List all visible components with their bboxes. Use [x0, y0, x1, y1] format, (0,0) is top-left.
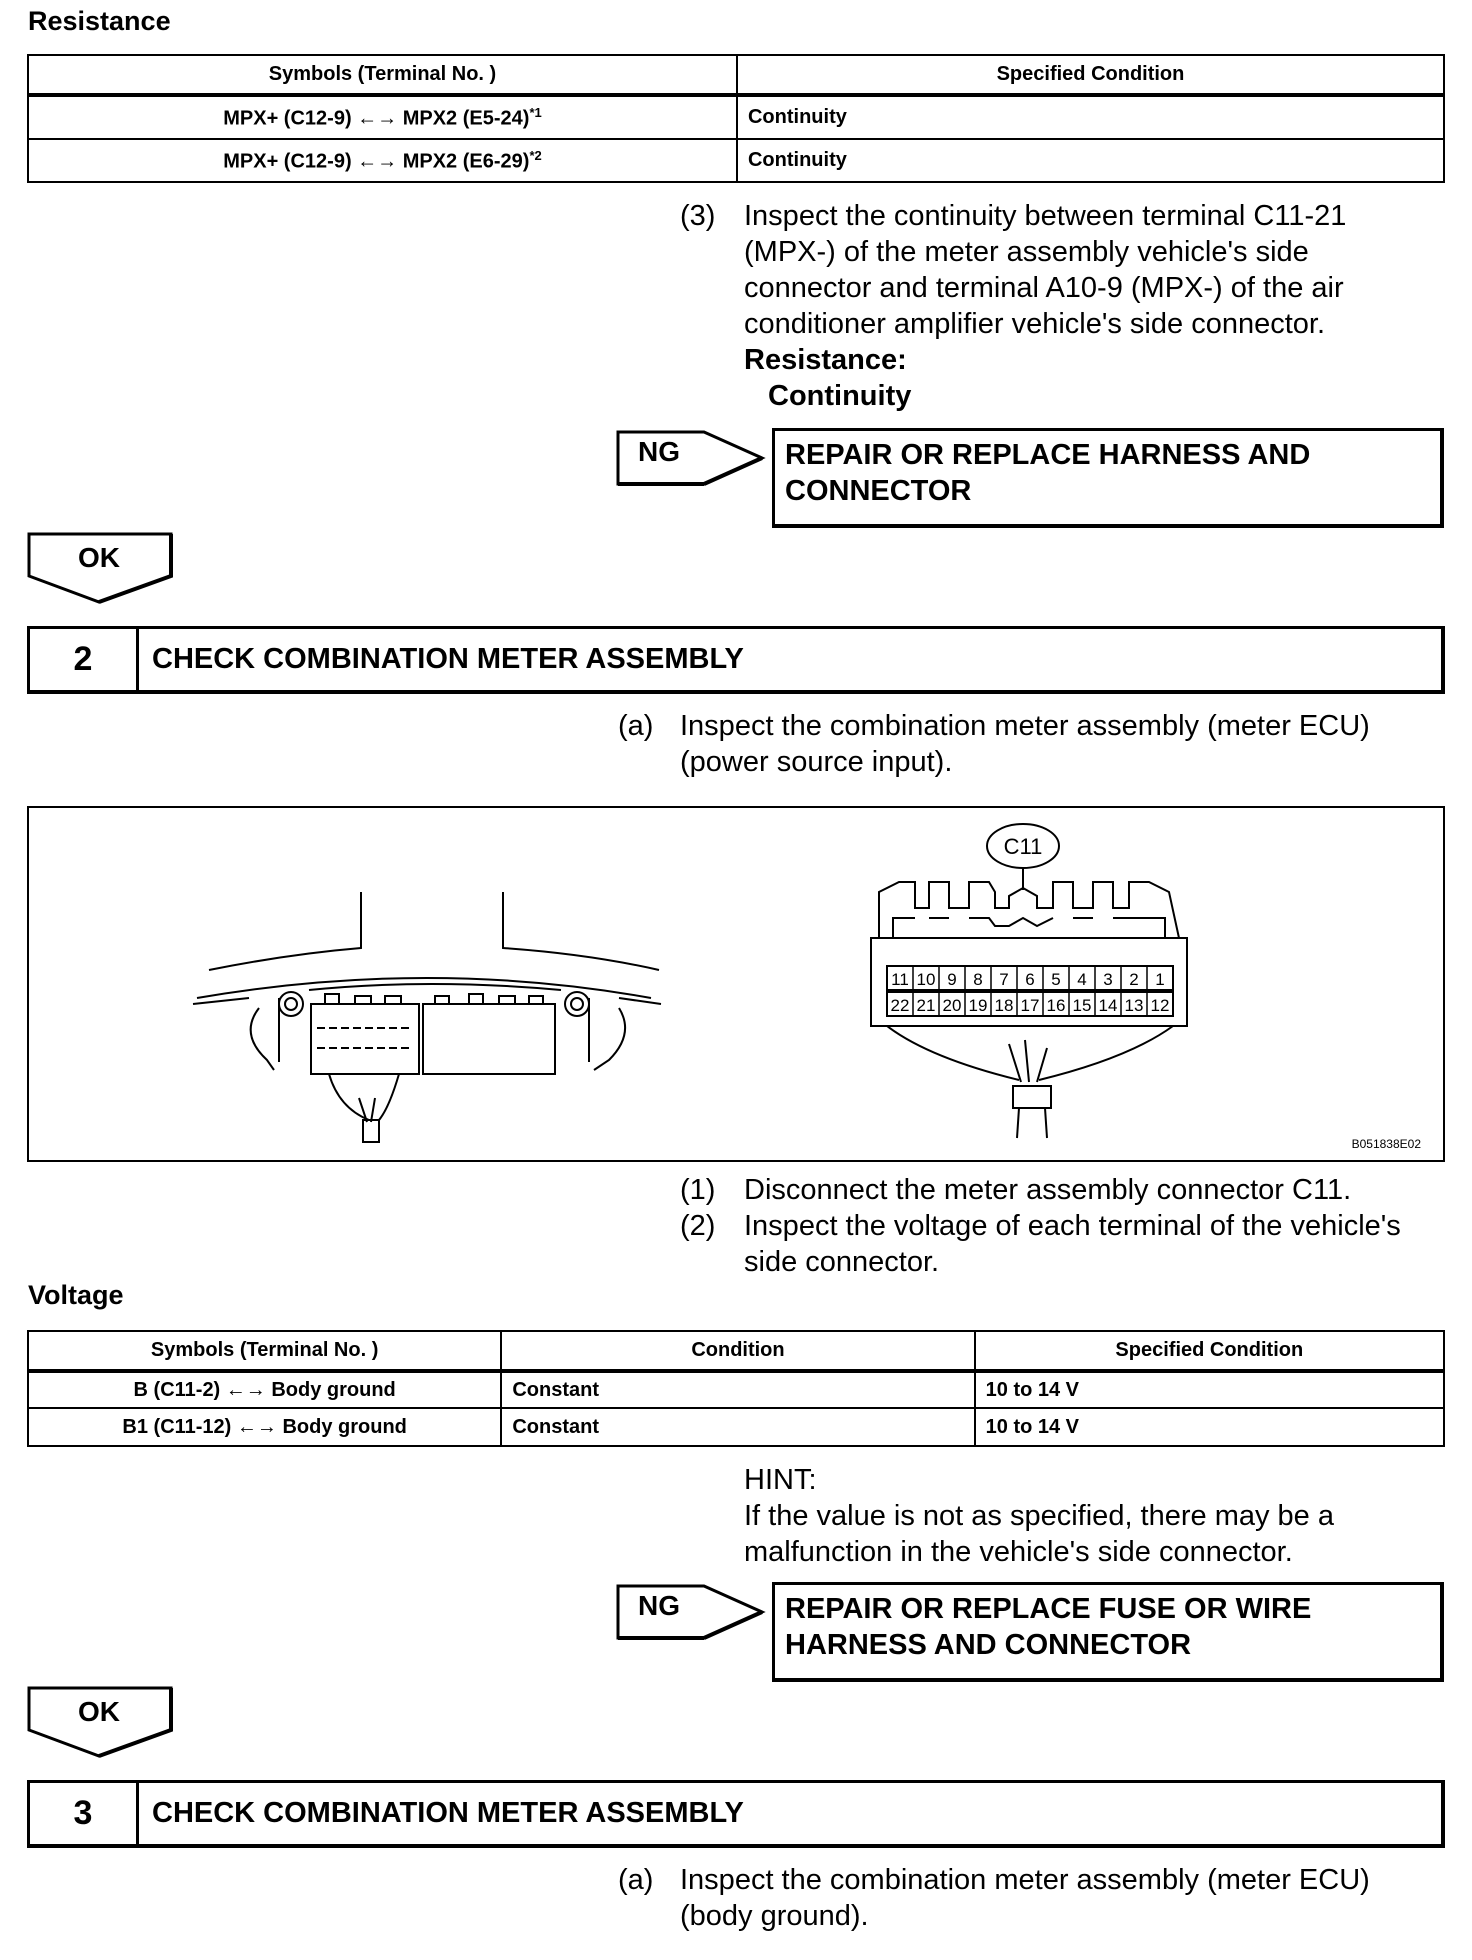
pin-top-label: 10 — [916, 970, 936, 989]
connector-figure — [27, 806, 1445, 1162]
substep-text: Inspect the combination meter assembly (meter ECU) (power source input). — [680, 710, 1370, 778]
table-row — [28, 139, 1444, 182]
step-title: CHECK COMBINATION METER ASSEMBLY — [152, 643, 744, 675]
step-2-bar — [27, 626, 1445, 694]
meter-connector-illustration — [29, 808, 1443, 1160]
ok-label: OK — [78, 542, 120, 573]
substep-a — [618, 708, 1418, 788]
condition-cell: Constant — [501, 1408, 974, 1446]
pin-bottom-label: 16 — [1046, 996, 1066, 1015]
pin-bottom-label: 14 — [1098, 996, 1118, 1015]
pin-bottom-label: 17 — [1020, 996, 1040, 1015]
substep-number: (a) — [618, 1864, 654, 1896]
symbol-cell: MPX+ (C12-9) ←→ MPX2 $(E6-29)^{*2}$ — [28, 139, 737, 182]
ng-label: NG — [638, 436, 680, 467]
pin-top-label: 3 — [1103, 970, 1113, 989]
ng-tag — [616, 430, 766, 486]
condition-cell: Continuity — [737, 95, 1444, 139]
pin-top-label: 2 — [1129, 970, 1139, 989]
table-header-row — [28, 55, 1444, 95]
pin-top-label: 11 — [891, 970, 909, 989]
voltage-heading: Voltage — [28, 1280, 124, 1310]
figure-code: B051838E02 — [1351, 1137, 1421, 1151]
hint-text: If the value is not as specified, there may be a malfunction in the vehicle's side connector. — [744, 1500, 1334, 1568]
repair-action-box: REPAIR OR REPLACE FUSE OR WIRE HARNESS AND CONNECTOR — [772, 1582, 1444, 1682]
substep-text: Inspect the combination meter assembly (meter ECU) (body ground). — [680, 1864, 1370, 1932]
resistance-table — [27, 54, 1445, 183]
pin-bottom-label: 21 — [916, 996, 936, 1015]
pin-top-label: 1 — [1155, 970, 1165, 989]
substep-1 — [680, 1172, 1450, 1208]
symbol-cell: B (C11-2) ←→ Body ground — [28, 1371, 501, 1408]
pin-top-label: 9 — [947, 970, 957, 989]
footnote-mark: *2 — [529, 147, 542, 163]
pin-top-label: 5 — [1051, 970, 1061, 989]
specified-cell: 10 to 14 V — [975, 1371, 1444, 1408]
resistance-heading: Resistance — [28, 6, 171, 36]
pin-bottom-label: 15 — [1072, 996, 1092, 1015]
substep-number: (3) — [680, 200, 716, 232]
substep-text: Inspect the voltage of each terminal of the vehicle's side connector. — [744, 1210, 1401, 1278]
pin-bottom-label: 20 — [942, 996, 962, 1015]
ng-label: NG — [638, 1590, 680, 1621]
column-header: Symbols (Terminal No. ) — [28, 1331, 501, 1371]
pin-top-label: 7 — [999, 970, 1009, 989]
substep-text: Inspect the continuity between terminal C11-21 (MPX-) of the meter assembly vehicle's side connector and terminal A10-9 (MPX-) of the air conditioner amplifier vehicle's side connector. — [744, 200, 1347, 340]
pin-top-label: 6 — [1025, 970, 1035, 989]
pin-bottom-label: 19 — [968, 996, 988, 1015]
connector-label: C11 — [1003, 834, 1043, 859]
pin-bottom-label: 22 — [890, 996, 910, 1015]
ng-tag — [616, 1584, 766, 1640]
table-row — [28, 1408, 1444, 1446]
step-title: CHECK COMBINATION METER ASSEMBLY — [152, 1797, 744, 1829]
column-header: Specified Condition — [737, 55, 1444, 95]
ok-label: OK — [78, 1696, 120, 1727]
resistance-value: Continuity — [768, 380, 912, 412]
substep-3 — [680, 198, 1440, 418]
step-number: 2 — [30, 629, 139, 690]
column-header: Condition — [501, 1331, 974, 1371]
voltage-table — [27, 1330, 1445, 1447]
table-header-row — [28, 1331, 1444, 1371]
substep-number: (a) — [618, 710, 654, 742]
substep-text: Disconnect the meter assembly connector C11. — [744, 1174, 1352, 1206]
condition-cell: Continuity — [737, 139, 1444, 182]
repair-action-box: REPAIR OR REPLACE HARNESS AND CONNECTOR — [772, 428, 1444, 528]
column-header: Symbols (Terminal No. ) — [28, 55, 737, 95]
symbol-cell: B1 (C11-12) ←→ Body ground — [28, 1408, 501, 1446]
ok-tag — [27, 532, 175, 604]
footnote-mark: *1 — [529, 104, 542, 120]
pin-bottom-label: 18 — [994, 996, 1014, 1015]
column-header: Specified Condition — [975, 1331, 1444, 1371]
step-3-bar — [27, 1780, 1445, 1848]
resistance-label: Resistance: — [744, 344, 907, 376]
substep-number: (2) — [680, 1210, 716, 1242]
ok-tag — [27, 1686, 175, 1758]
condition-cell: Constant — [501, 1371, 974, 1408]
substep-a — [618, 1862, 1418, 1942]
substep-2 — [680, 1208, 1450, 1280]
hint-label: HINT: — [744, 1464, 817, 1496]
pin-bottom-label: 12 — [1150, 996, 1170, 1015]
pin-top-label: 4 — [1077, 970, 1087, 989]
pin-top-label: 8 — [973, 970, 983, 989]
symbol-cell: MPX+ (C12-9) ←→ MPX2 $(E5-24)^{*1}$ — [28, 95, 737, 139]
table-row — [28, 95, 1444, 139]
specified-cell: 10 to 14 V — [975, 1408, 1444, 1446]
substep-number: (1) — [680, 1174, 716, 1206]
hint — [744, 1462, 1444, 1572]
step-number: 3 — [30, 1783, 139, 1844]
table-row — [28, 1371, 1444, 1408]
pin-bottom-label: 13 — [1124, 996, 1144, 1015]
